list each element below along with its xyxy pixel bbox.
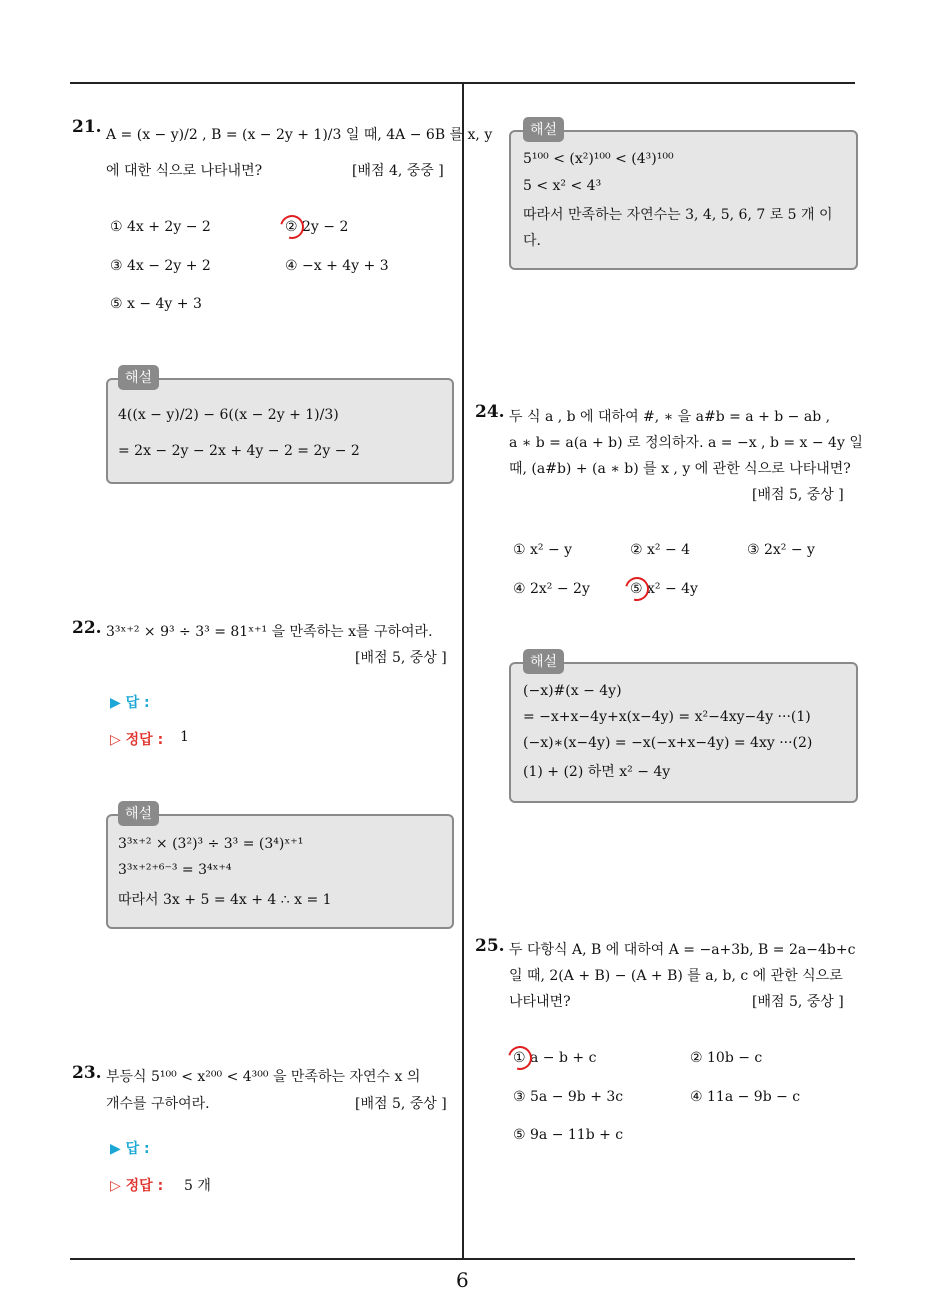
q23-correct-label: ▷ 정답 :: [110, 1178, 164, 1194]
q24-solution-line3: (−x)∗(x−4y) = −x(−x+x−4y) = 4xy ···(2): [523, 735, 813, 751]
q22-correct-label: ▷ 정답 :: [110, 732, 164, 748]
q21-option-5[interactable]: ⑤ x − 4y + 3: [110, 296, 202, 312]
question-24-line1: 두 식 a , b 에 대하여 #, ∗ 을 a#b = a + b − ab ,: [509, 409, 831, 425]
q21-solution-tag: 해설: [118, 365, 159, 390]
q25-option-4[interactable]: ④ 11a − 9b − c: [690, 1089, 801, 1105]
question-21-number: 21.: [72, 117, 102, 137]
question-22-line1: 3³ˣ⁺² × 9³ ÷ 3³ = 81ˣ⁺¹ 을 만족하는 x를 구하여라.: [106, 624, 433, 640]
q21-option-3[interactable]: ③ 4x − 2y + 2: [110, 258, 211, 274]
q24-option-1[interactable]: ① x² − y: [513, 542, 573, 558]
question-23-line1: 부등식 5¹⁰⁰ < x²⁰⁰ < 4³⁰⁰ 을 만족하는 자연수 x 의: [106, 1069, 421, 1085]
q21-solution-line2: = 2x − 2y − 2x + 4y − 2 = 2y − 2: [118, 443, 360, 459]
q23-solution-line3: 따라서 만족하는 자연수는 3, 4, 5, 6, 7 로 5 개 이: [523, 207, 833, 223]
q24-selected-mark: [621, 573, 654, 606]
q21-selected-mark: [276, 211, 309, 244]
q21-solution-line1: 4((x − y)/2) − 6((x − 2y + 1)/3): [118, 407, 339, 423]
question-23-points: [배점 5, 중상 ]: [355, 1096, 447, 1112]
q22-answer-label: ▶ 답 :: [110, 695, 150, 711]
question-23-number: 23.: [72, 1063, 102, 1083]
question-24-line3: 때, (a#b) + (a ∗ b) 를 x , y 에 관한 식으로 나타내면?: [509, 461, 851, 477]
q24-option-2[interactable]: ② x² − 4: [630, 542, 691, 558]
question-25-line2: 일 때, 2(A + B) − (A + B) 를 a, b, c 에 관한 식으로: [509, 968, 843, 984]
q23-solution-line4: 다.: [523, 233, 541, 249]
q25-option-3[interactable]: ③ 5a − 9b + 3c: [513, 1089, 624, 1105]
question-25-points: [배점 5, 중상 ]: [752, 994, 844, 1010]
q25-option-5[interactable]: ⑤ 9a − 11b + c: [513, 1127, 624, 1143]
q25-option-1[interactable]: ① a − b + c: [513, 1050, 597, 1066]
question-25-number: 25.: [475, 936, 505, 956]
q24-option-4[interactable]: ④ 2x² − 2y: [513, 581, 590, 597]
question-24-line2: a ∗ b = a(a + b) 로 정의하자. a = −x , b = x − 4y 일: [509, 435, 863, 451]
question-22-number: 22.: [72, 618, 102, 638]
q24-solution-line2: = −x+x−4y+x(x−4y) = x²−4xy−4y ···(1): [523, 709, 811, 725]
bottom-rule: [70, 1258, 855, 1260]
q24-solution-line4: (1) + (2) 하면 x² − 4y: [523, 764, 671, 780]
q23-solution-line1: 5¹⁰⁰ < (x²)¹⁰⁰ < (4³)¹⁰⁰: [523, 151, 674, 167]
q25-selected-mark: [504, 1042, 537, 1075]
q23-solution-tag: 해설: [523, 117, 564, 142]
q23-correct-value: 5 개: [184, 1178, 211, 1194]
q22-solution-line1: 3³ˣ⁺² × (3²)³ ÷ 3³ = (3⁴)ˣ⁺¹: [118, 836, 304, 852]
q22-correct-value: 1: [180, 729, 189, 745]
page-number: 6: [456, 1268, 469, 1292]
q24-option-3[interactable]: ③ 2x² − y: [747, 542, 815, 558]
q24-solution-tag: 해설: [523, 649, 564, 674]
q25-option-2[interactable]: ② 10b − c: [690, 1050, 763, 1066]
question-24-points: [배점 5, 중상 ]: [752, 487, 844, 503]
q21-option-1[interactable]: ① 4x + 2y − 2: [110, 219, 211, 235]
column-divider: [462, 83, 464, 1258]
q21-option-2[interactable]: ② 2y − 2: [285, 219, 349, 235]
q23-solution-line2: 5 < x² < 4³: [523, 178, 602, 194]
question-22-points: [배점 5, 중상 ]: [355, 650, 447, 666]
q24-option-5[interactable]: ⑤ x² − 4y: [630, 581, 698, 597]
question-24-number: 24.: [475, 402, 505, 422]
question-21-line2: 에 대한 식으로 나타내면?: [106, 163, 263, 179]
question-21-points: [배점 4, 중중 ]: [352, 163, 444, 179]
q22-solution-tag: 해설: [118, 801, 159, 826]
q21-option-4[interactable]: ④ −x + 4y + 3: [285, 258, 389, 274]
q21-solution-box: [106, 378, 454, 484]
q23-answer-label: ▶ 답 :: [110, 1141, 150, 1157]
question-21-line1: A = (x − y)/2 , B = (x − 2y + 1)/3 일 때, 4A − 6B 를 x, y: [106, 127, 493, 143]
question-25-line1: 두 다항식 A, B 에 대하여 A = −a+3b, B = 2a−4b+c: [509, 942, 856, 958]
q22-solution-line2: 3³ˣ⁺²⁺⁶⁻³ = 3⁴ˣ⁺⁴: [118, 862, 232, 878]
q24-solution-line1: (−x)#(x − 4y): [523, 683, 622, 699]
question-23-line2: 개수를 구하여라.: [106, 1096, 210, 1112]
q22-solution-line3: 따라서 3x + 5 = 4x + 4 ∴ x = 1: [118, 892, 332, 908]
question-25-line3: 나타내면?: [509, 994, 571, 1010]
